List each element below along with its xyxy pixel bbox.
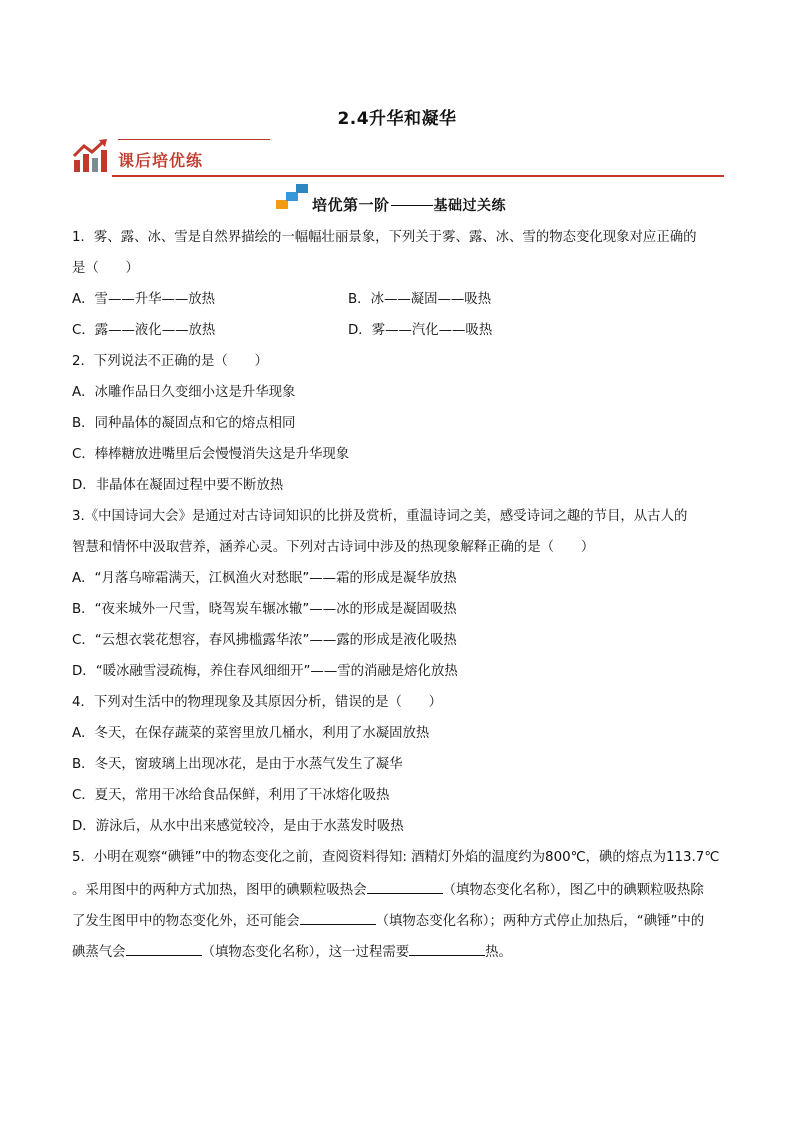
q5-text-4c: 热。: [485, 945, 512, 960]
q5-text-3b: （填物态变化名称）；两种方式停止加热后，“碘锤”中的: [375, 914, 705, 929]
q3-stem-line1: 3.《中国诗词大会》是通过对古诗词知识的比拼及赏析，重温诗词之美，感受诗词之趣的节目，从古人的: [72, 509, 688, 524]
stairs-icon: [276, 182, 312, 210]
section-dash: [391, 205, 433, 206]
q5-blank-1[interactable]: [367, 879, 443, 894]
q5-text-4a: 碘蒸气会: [72, 945, 126, 960]
q3-option-d: D．“暖冰融雪浸疏梅，养住春风细细开”——雪的消融是熔化放热: [72, 664, 458, 679]
banner-label: 课后培优练: [118, 151, 204, 170]
q5-stem-line2: [72, 879, 724, 910]
q3-stem-line2: 智慧和情怀中汲取营养，涵养心灵。下列对古诗词中涉及的热现象解释正确的是（ ）: [72, 540, 595, 555]
q1-stem-line2: 是（ ）: [72, 261, 139, 276]
q2-option-d: D．非晶体在凝固过程中要不断放热: [72, 478, 284, 493]
section-title: [312, 194, 506, 215]
section-subtitle: 基础过关练: [433, 198, 507, 214]
q5-text-3a: 了发生图甲中的物态变化外，还可能会: [72, 914, 300, 929]
q5-text-2b: （填物态变化名称），图乙中的碘颗粒吸热除: [442, 883, 704, 898]
q4-option-d: D．游泳后，从水中出来感觉较冷，是由于水蒸发时吸热: [72, 819, 404, 834]
q4-option-c: C．夏天，常用干冰给食品保鲜，利用了干冰熔化吸热: [72, 788, 390, 803]
q1-option-a: A．雪——升华——放热: [72, 292, 216, 307]
q4-option-b: B．冬天，窗玻璃上出现冰花，是由于水蒸气发生了凝华: [72, 757, 403, 772]
q5-text-2a: 。采用图中的两种方式加热，图甲的碘颗粒吸热会: [72, 883, 367, 898]
banner-bottom-rule: [112, 175, 724, 177]
q1-option-b: B．冰——凝固——吸热: [348, 292, 492, 307]
q1-options-row2: [72, 321, 724, 352]
q1-option-d: D．雾——汽化——吸热: [348, 323, 493, 338]
banner-top-rule: [118, 139, 270, 140]
page-title: 2.4升华和凝华: [337, 109, 457, 129]
q1-stem-line1: 1．雾、露、冰、雪是自然界描绘的一幅幅壮丽景象，下列关于雾、露、冰、雪的物态变化现象对应正确的: [72, 230, 697, 245]
q5-blank-3[interactable]: [126, 941, 202, 956]
q3-option-c: C．“云想衣裳花想容，春风拂槛露华浓”——露的形成是液化吸热: [72, 633, 457, 648]
exercise-banner: [72, 136, 724, 178]
section-heading: [0, 182, 794, 212]
q5-stem-line3: [72, 910, 724, 941]
q5-stem-line1: 5．小明在观察“碘锤”中的物态变化之前，查阅资料得知: 酒精灯外焰的温度约为800℃，碘的熔点为113.7℃: [72, 850, 720, 865]
question-list: [72, 228, 724, 972]
q3-option-a: A．“月落乌啼霜满天，江枫渔火对愁眠”——霜的形成是凝华放热: [72, 571, 457, 586]
q1-options-row1: [72, 290, 724, 321]
q5-stem-line4: [72, 941, 724, 972]
q2-option-a: A．冰雕作品日久变细小这是升华现象: [72, 385, 296, 400]
q1-option-c: C．露——液化——放热: [72, 323, 216, 338]
growth-chart-icon: [72, 138, 110, 174]
q5-blank-4[interactable]: [409, 941, 485, 956]
q2-stem: 2．下列说法不正确的是（ ）: [72, 354, 268, 369]
q2-option-b: B．同种晶体的凝固点和它的熔点相同: [72, 416, 296, 431]
q3-option-b: B．“夜来城外一尺雪，晓驾炭车辗冰辙”——冰的形成是凝固吸热: [72, 602, 457, 617]
q4-stem: 4．下列对生活中的物理现象及其原因分析，错误的是（ ）: [72, 695, 443, 710]
q2-option-c: C．棒棒糖放进嘴里后会慢慢消失这是升华现象: [72, 447, 350, 462]
section-title-main: 培优第一阶: [312, 196, 390, 214]
q5-blank-2[interactable]: [300, 910, 376, 925]
q5-text-4b: （填物态变化名称），这一过程需要: [201, 945, 410, 960]
q4-option-a: A．冬天，在保存蔬菜的菜窖里放几桶水，利用了水凝固放热: [72, 726, 430, 741]
